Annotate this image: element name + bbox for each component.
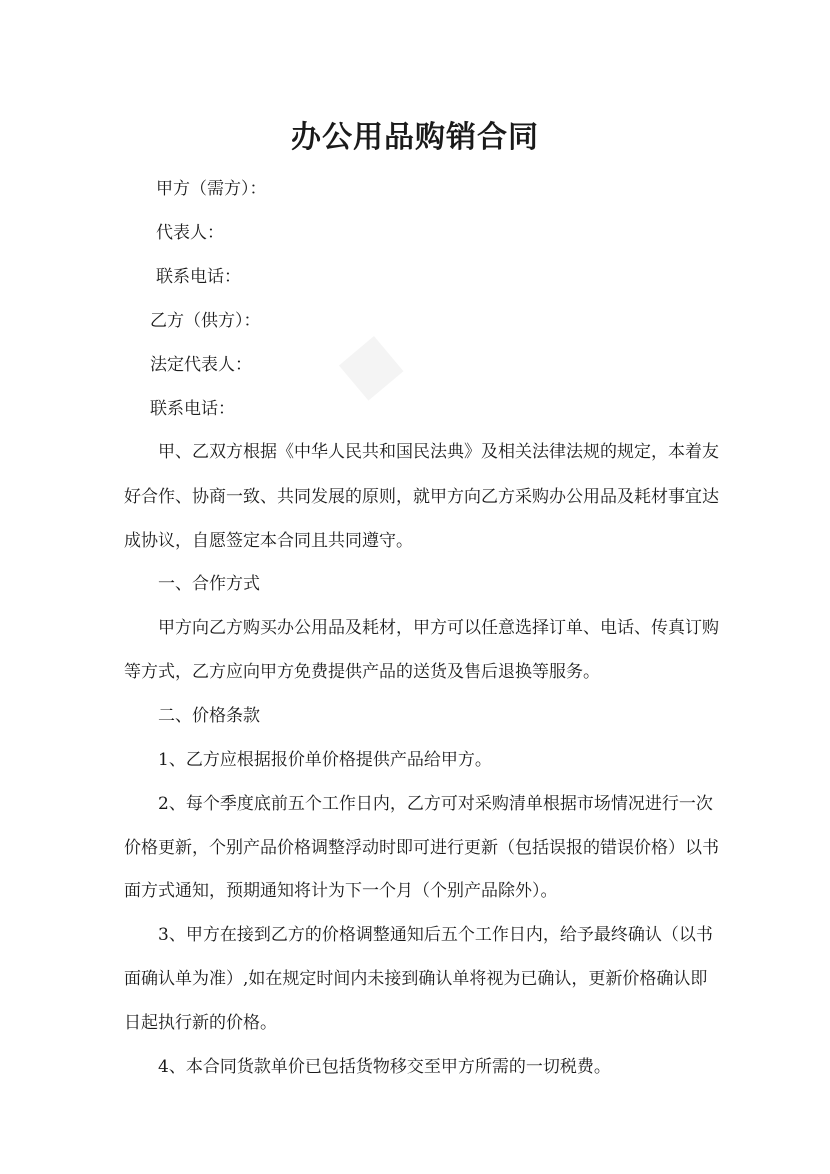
clause-line: 3、甲方在接到乙方的价格调整通知后五个工作日内，给予最终确认（以书: [158, 925, 713, 945]
section1-body-line: 甲方向乙方购买办公用品及耗材，甲方可以任意选择订单、电话、传真订购: [158, 618, 719, 638]
party-a-phone-label: 联系电话：: [156, 267, 241, 287]
clause-line: 价格更新，个别产品价格调整浮动时即可进行更新（包括误报的错误价格）以书: [124, 838, 719, 858]
party-b-label: 乙方（供方）：: [150, 311, 261, 331]
watermark: [324, 320, 412, 410]
section-heading: 一、合作方式: [158, 574, 260, 594]
party-a-rep-label: 代表人：: [156, 223, 224, 243]
clause-line: 面方式通知，预期通知将计为下一个月（个别产品除外）。: [124, 881, 558, 901]
clause-line: 1、乙方应根据报价单价格提供产品给甲方。: [158, 750, 492, 770]
section1-body-line: 等方式，乙方应向甲方免费提供产品的送货及售后退换等服务。: [124, 662, 600, 682]
clause-line: 2、每个季度底前五个工作日内，乙方可对采购清单根据市场情况进行一次: [158, 794, 713, 814]
intro-paragraph-line: 好合作、协商一致、共同发展的原则，就甲方向乙方采购办公用品及耗材事宜达: [124, 487, 719, 507]
clause-line: 日起执行新的价格。: [124, 1013, 277, 1033]
party-b-phone-label: 联系电话：: [150, 399, 235, 419]
section-heading: 二、价格条款: [158, 706, 260, 726]
document-title: 办公用品购销合同: [291, 120, 539, 155]
clause-line: 面确认单为准）,如在规定时间内未接到确认单将视为已确认，更新价格确认即: [124, 969, 708, 989]
clause-line: 4、本合同货款单价已包括货物移交至甲方所需的一切税费。: [158, 1057, 611, 1077]
intro-paragraph-line: 甲、乙双方根据《中华人民共和国民法典》及相关法律法规的规定，本着友: [158, 442, 719, 462]
party-b-rep-label: 法定代表人：: [150, 355, 252, 375]
intro-paragraph-line: 成协议，自愿签定本合同且共同遵守。: [124, 531, 413, 551]
party-a-label: 甲方（需方）：: [156, 179, 267, 199]
